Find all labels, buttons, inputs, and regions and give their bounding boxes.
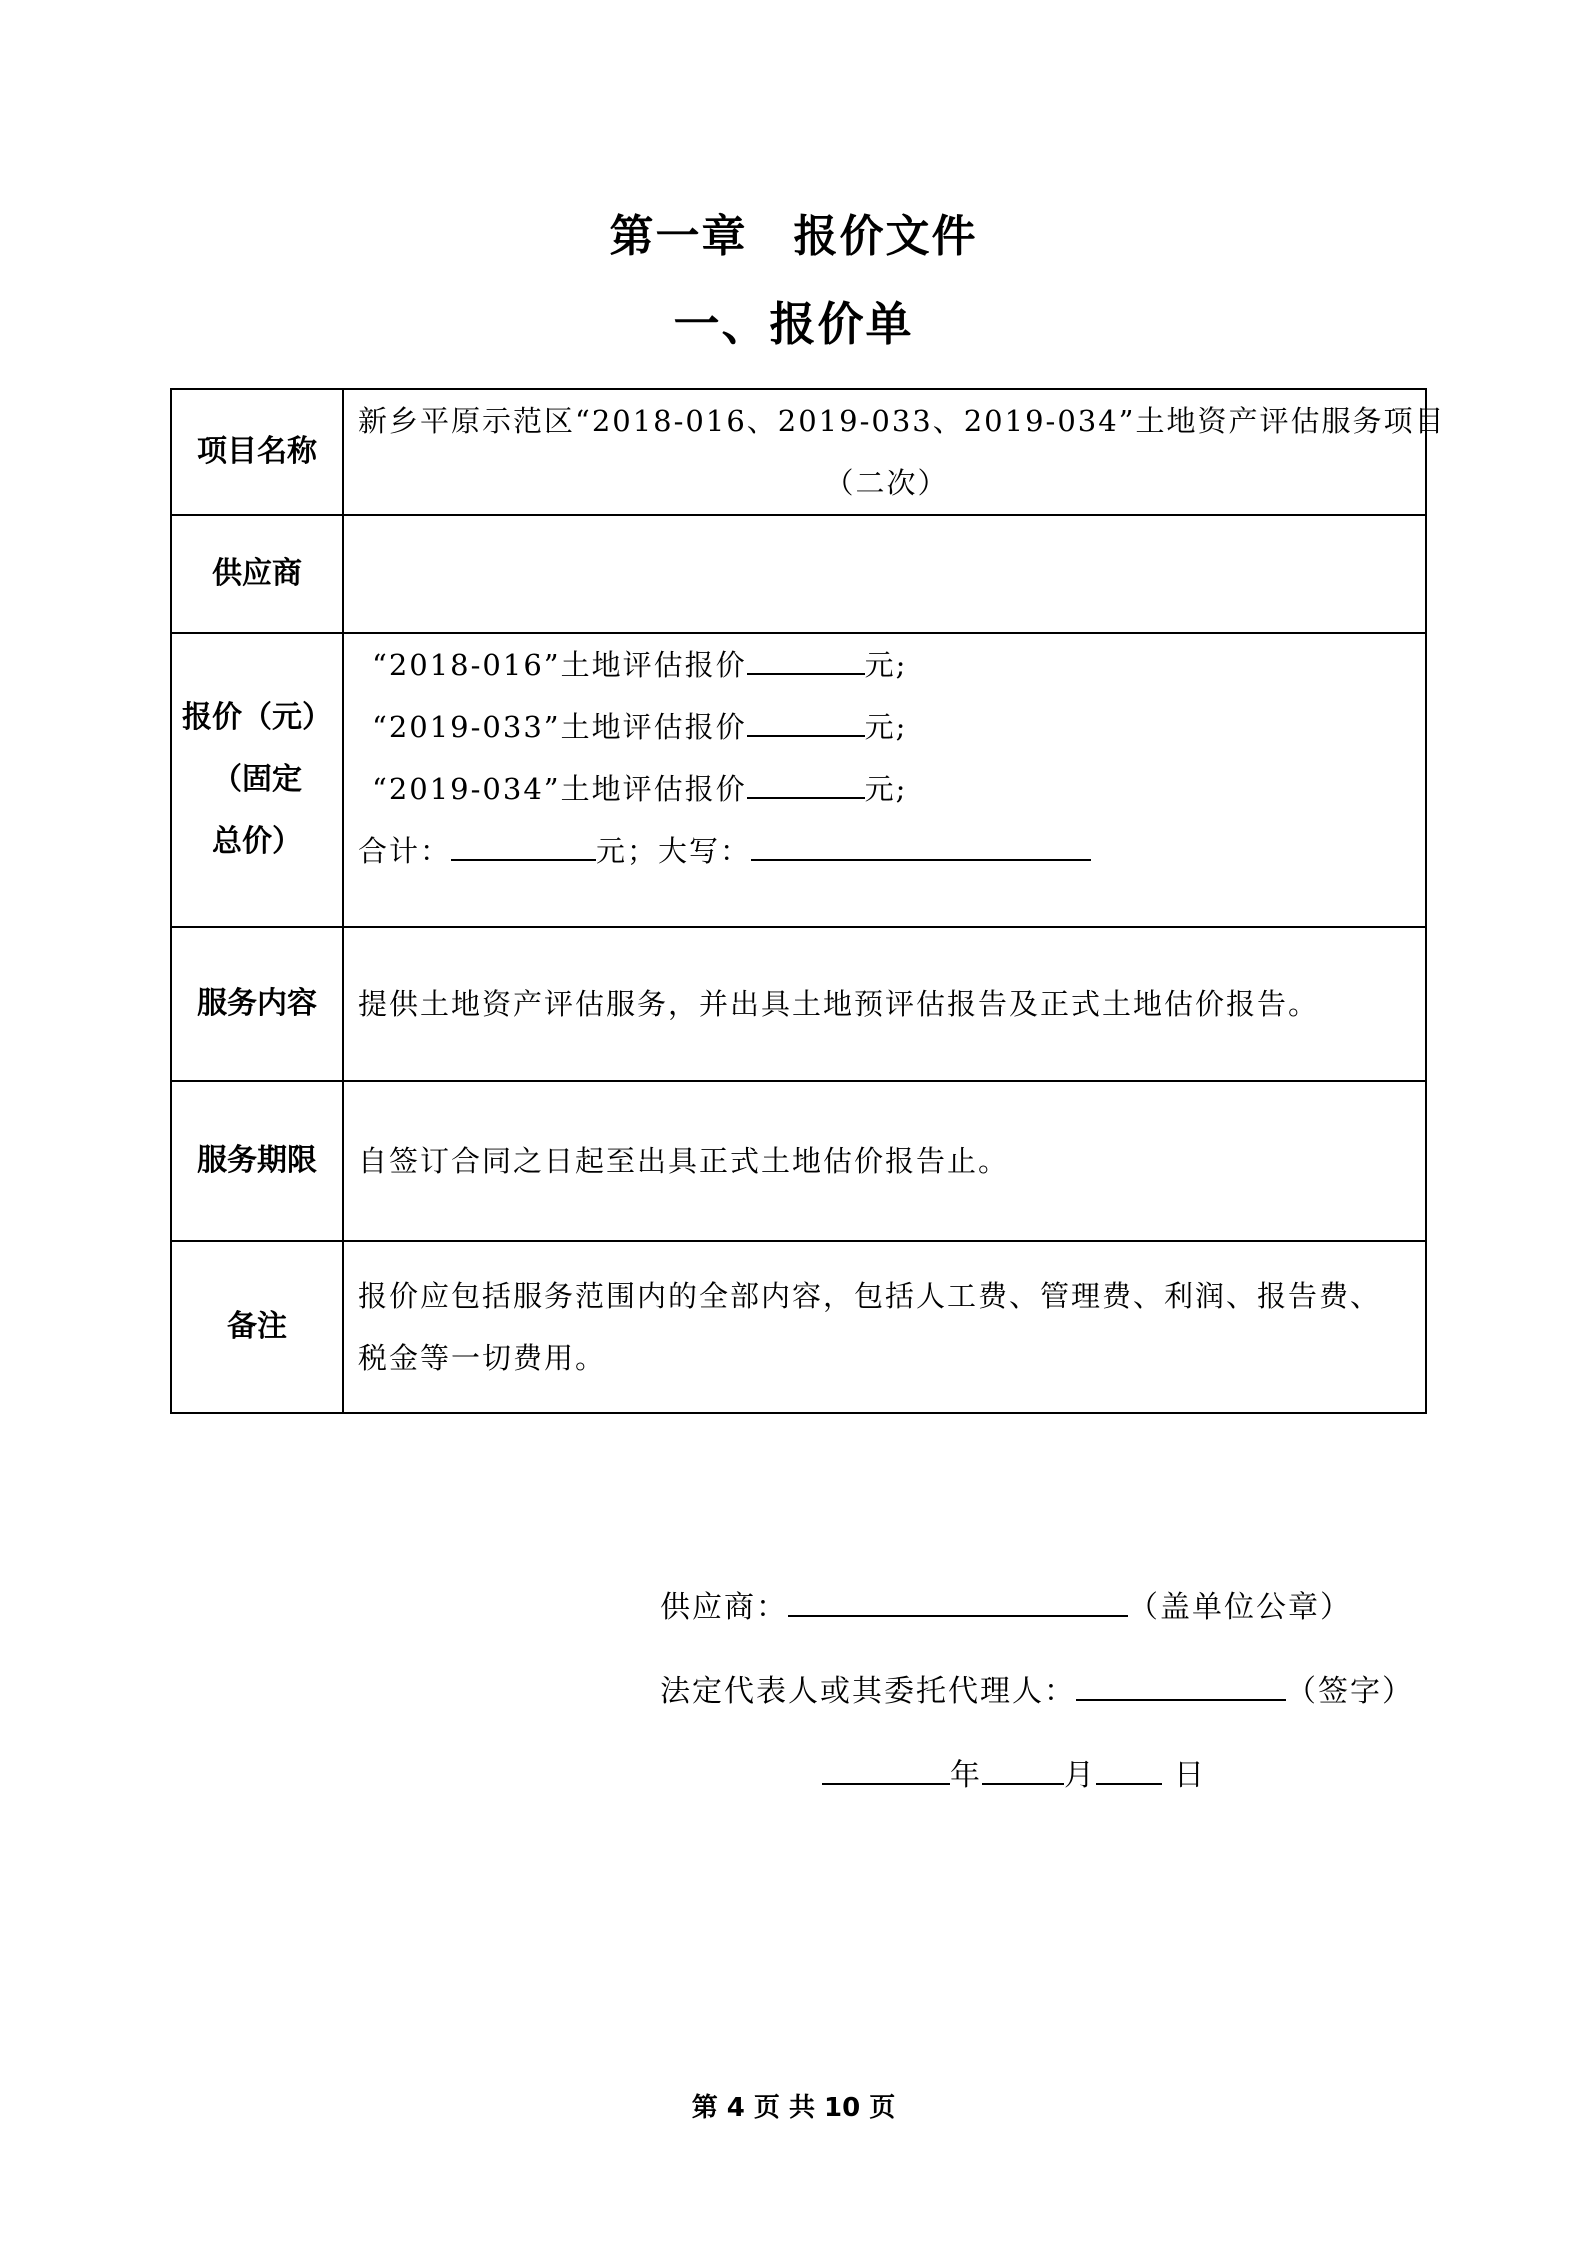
supplier-label: 供应商 [171,515,343,633]
price-label-2: （固定 [212,762,302,797]
row-remarks [171,1241,1426,1413]
price-total-line [358,820,1415,882]
price-line-suffix: 元; [864,772,908,806]
date-month-label: 月 [1064,1758,1096,1793]
project-name-line2: （二次） [824,466,949,500]
price-label-cell [171,633,343,927]
row-service-content [171,927,1426,1081]
price-label-3: 总价） [212,824,302,859]
signature-supplier-note: （盖单位公章） [1128,1590,1352,1625]
remarks-line1: 报价应包括服务范围内的全部内容，包括人工费、管理费、利润、报告费、 [358,1279,1382,1313]
remarks-cell [343,1241,1426,1413]
date-day-label: 日 [1174,1758,1206,1793]
project-name-line1: 新乡平原示范区“2018-016、2019-033、2019-034”土地资产评估服务项目 [358,404,1446,438]
date-day-blank[interactable] [1096,1753,1162,1785]
signature-supplier-label: 供应商： [660,1590,788,1625]
price-label-1: 报价（元） [182,700,332,735]
service-content-value: 提供土地资产评估服务，并出具土地预评估报告及正式土地估价报告。 [343,927,1426,1081]
project-name-cell [343,389,1446,515]
price-blank-2019-033[interactable] [747,705,865,737]
date-year-label: 年 [950,1758,982,1793]
row-supplier [171,515,1426,633]
price-line-suffix: 元; [864,710,908,744]
price-line-2019-033 [358,696,1415,758]
total-in-words-blank[interactable] [751,829,1091,861]
price-blank-2019-034[interactable] [747,767,865,799]
total-mid: 元；大写： [596,834,752,868]
price-line-2019-034 [358,758,1415,820]
section-title: 一、报价单 [673,297,914,351]
service-period-value: 自签订合同之日起至出具正式土地估价报告止。 [343,1081,1426,1241]
supplier-value[interactable] [343,515,1426,633]
total-amount-blank[interactable] [451,829,596,861]
signature-supplier-line [660,1582,1352,1626]
signature-date-line [822,1750,1206,1794]
row-service-period [171,1081,1426,1241]
service-period-label: 服务期限 [171,1081,343,1241]
price-line-prefix: “2019-033”土地评估报价 [372,710,747,744]
signature-supplier-blank[interactable] [788,1585,1128,1617]
row-project-name [171,389,1426,515]
service-content-label: 服务内容 [171,927,343,1081]
price-line-suffix: 元; [864,648,908,682]
signature-rep-note: （签字） [1286,1674,1414,1709]
date-year-blank[interactable] [822,1753,950,1785]
page-footer: 第 4 页 共 10 页 [691,2093,896,2123]
row-price [171,633,1426,927]
quotation-table [170,388,1446,1414]
total-prefix: 合计： [358,834,452,868]
signature-rep-line [660,1666,1414,1710]
date-month-blank[interactable] [982,1753,1064,1785]
price-line-prefix: “2018-016”土地评估报价 [372,648,747,682]
price-blank-2018[interactable] [747,643,865,675]
price-cell [343,633,1426,927]
signature-rep-blank[interactable] [1076,1669,1286,1701]
price-line-prefix: “2019-034”土地评估报价 [372,772,747,806]
remarks-label: 备注 [171,1241,343,1413]
remarks-line2: 税金等一切费用。 [358,1341,607,1375]
project-name-label: 项目名称 [171,389,343,515]
chapter-title: 第一章 报价文件 [609,211,978,262]
price-line-2018 [358,634,1415,696]
signature-rep-label: 法定代表人或其委托代理人： [660,1674,1076,1709]
